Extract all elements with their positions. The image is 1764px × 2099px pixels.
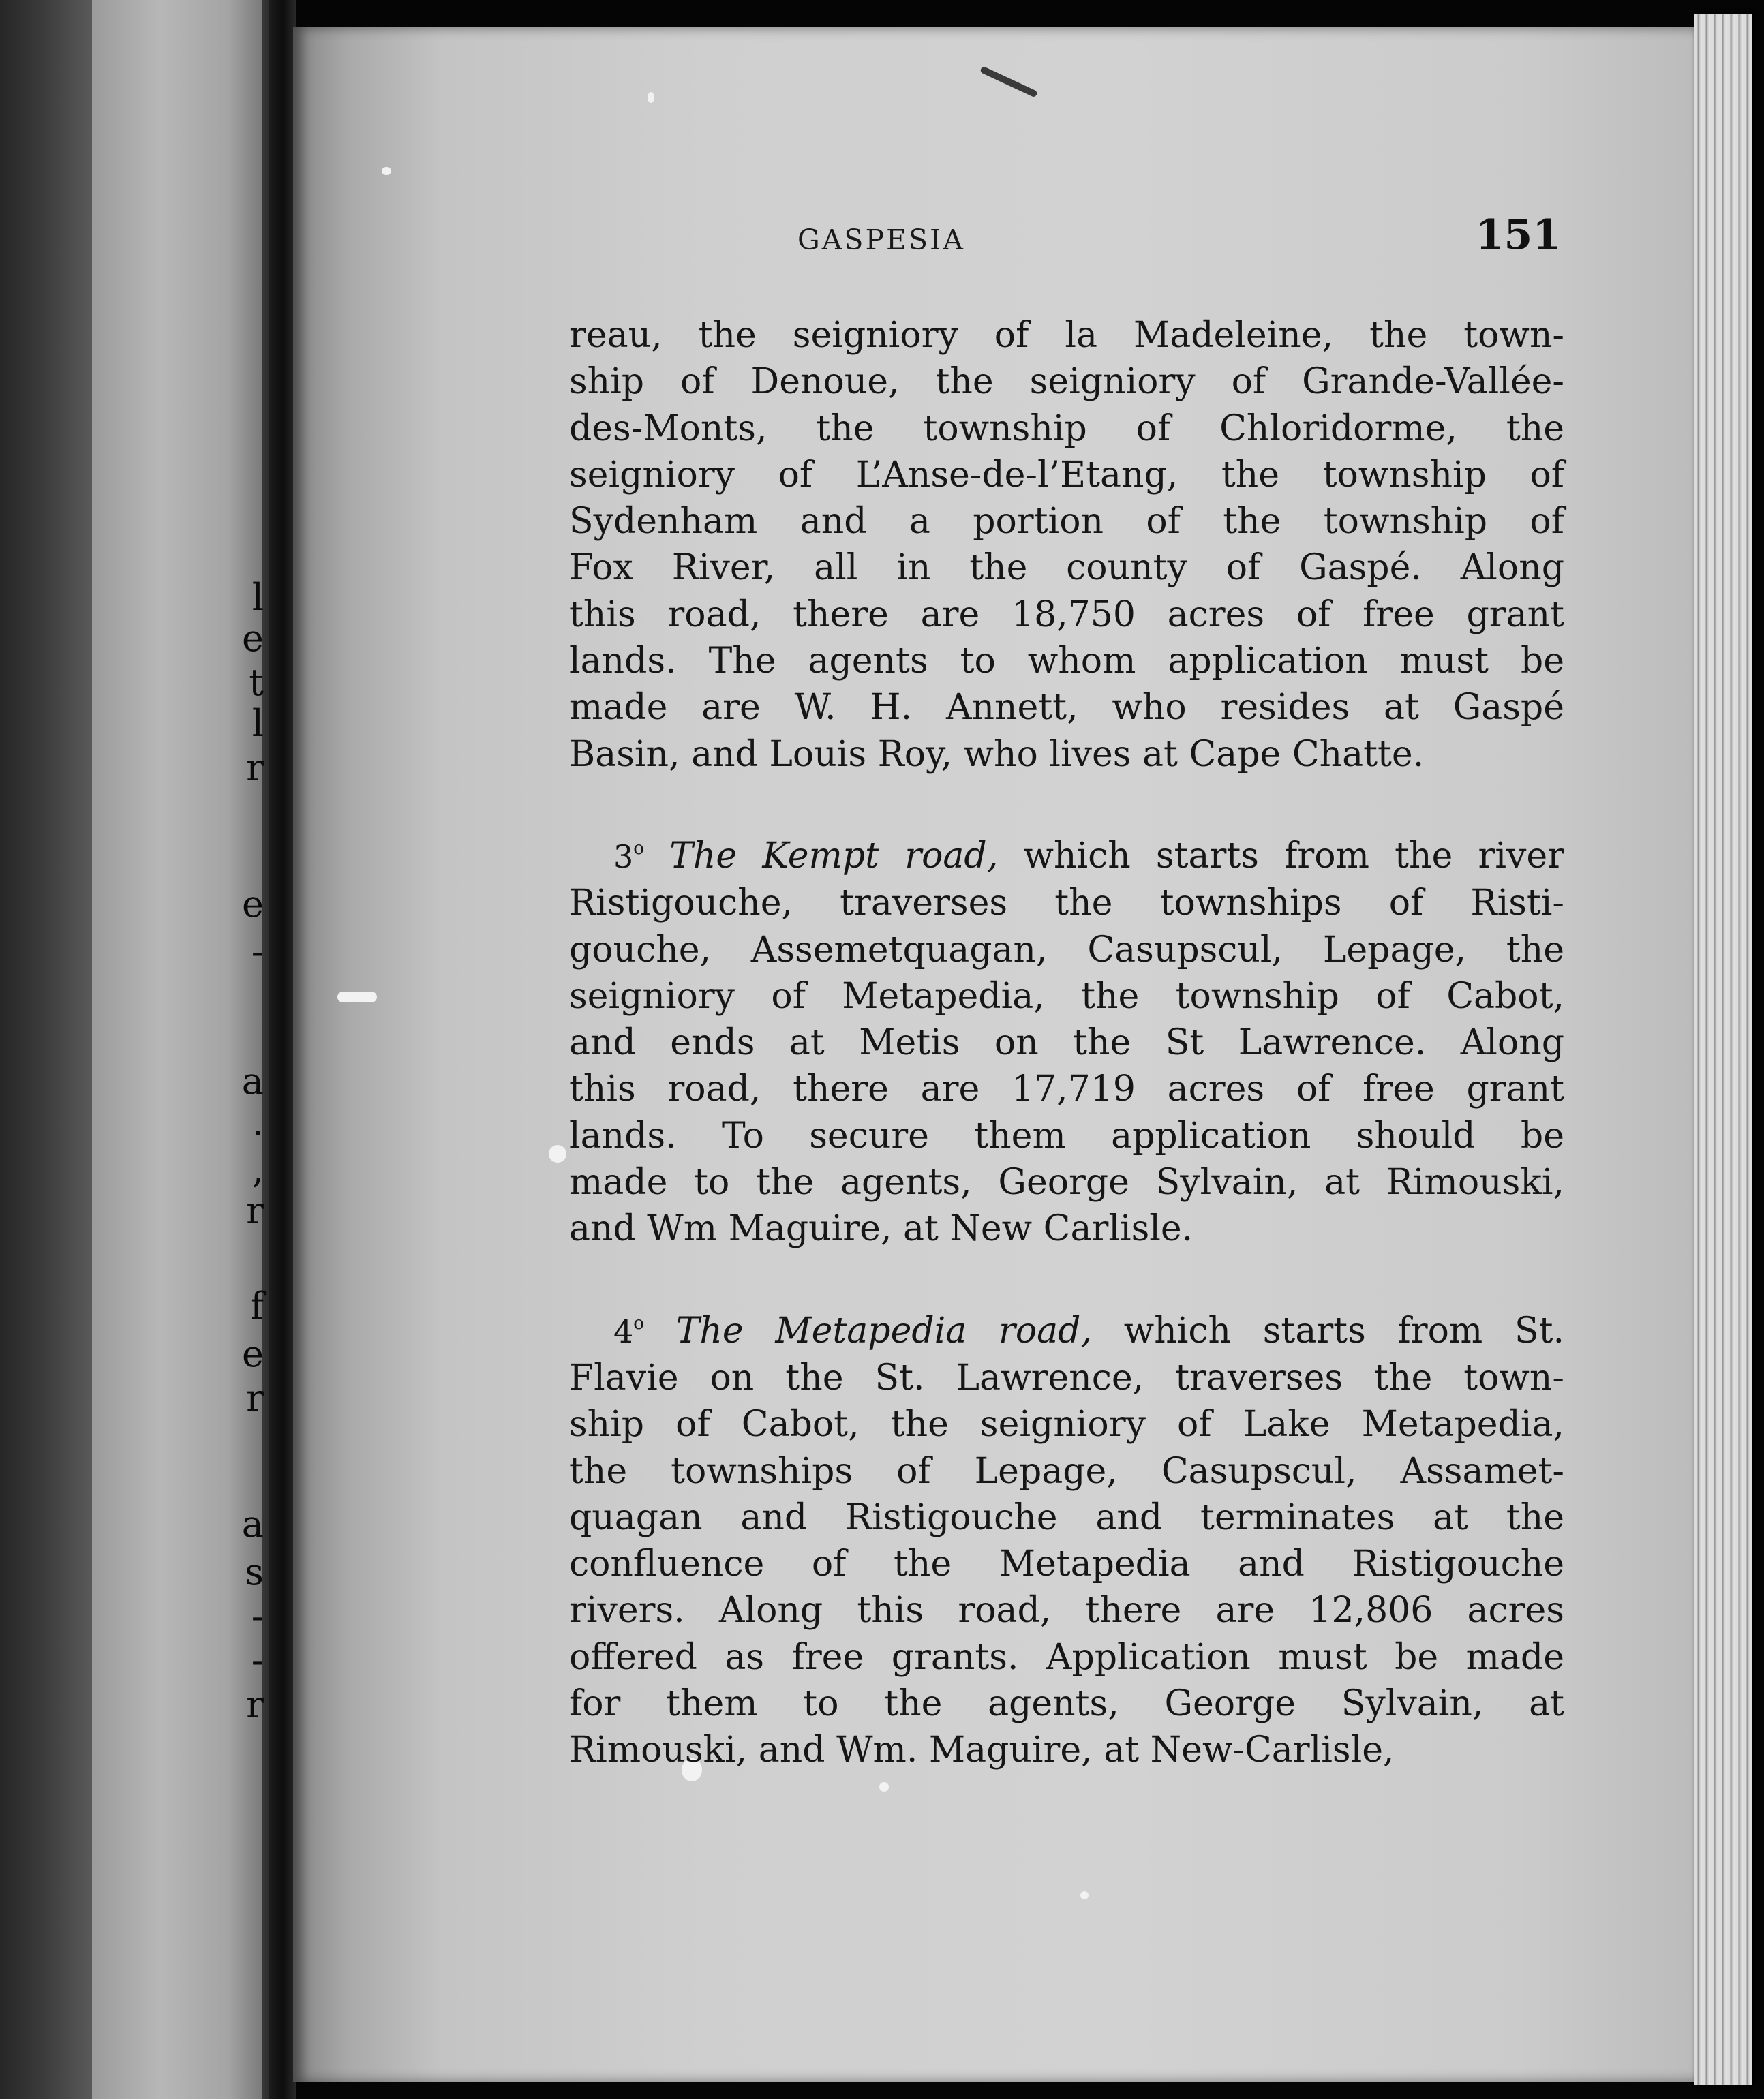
margin-char: f xyxy=(250,1285,264,1328)
text-run: which starts from the river xyxy=(1023,835,1564,876)
margin-char: t xyxy=(249,661,264,704)
text-line: this road, there are 18,750 acres of free grant xyxy=(569,594,1564,635)
text-line: made are W. H. Annett, who resides at Gaspé xyxy=(569,687,1564,729)
paragraph-first-line xyxy=(569,825,1564,880)
text-line: made to the agents, George Sylvain, at Rimouski, xyxy=(569,1162,1564,1204)
running-title: GASPESIA xyxy=(797,224,965,256)
text-line: confluence of the Metapedia and Ristigouche xyxy=(569,1544,1564,1585)
dust-speck xyxy=(879,1782,889,1792)
item-number-value: 3 xyxy=(613,838,634,875)
item-number-value: 4 xyxy=(613,1313,634,1350)
page-number: 151 xyxy=(1475,211,1561,259)
margin-char: l xyxy=(252,576,264,619)
margin-char: - xyxy=(251,1595,264,1638)
facing-page-margin-characters xyxy=(241,0,264,2099)
body-text xyxy=(569,312,1564,1774)
paragraph-1 xyxy=(569,312,1564,778)
road-title: The Metapedia road, xyxy=(675,1310,1092,1351)
margin-char: s xyxy=(245,1550,264,1593)
item-number-ordinal: o xyxy=(633,838,644,859)
margin-char: e xyxy=(242,1332,264,1375)
text-line: lands. To secure them application should be xyxy=(569,1115,1564,1156)
dust-speck xyxy=(337,992,377,1002)
dust-speck xyxy=(648,92,654,103)
margin-char: e xyxy=(242,883,264,925)
text-line: reau, the seigniory of la Madeleine, the town- xyxy=(569,315,1564,356)
text-line: Rimouski, and Wm. Maguire, at New-Carlisle, xyxy=(569,1730,1395,1771)
text-line: for them to the agents, George Sylvain, at xyxy=(569,1683,1564,1725)
text-line: Sydenham and a portion of the township of xyxy=(569,501,1564,542)
margin-char: a xyxy=(241,1060,264,1103)
dust-speck xyxy=(1080,1891,1089,1899)
facing-page xyxy=(0,0,269,2099)
text-line: Fox River, all in the county of Gaspé. Along xyxy=(569,547,1564,589)
text-line: offered as free grants. Application must be made xyxy=(569,1636,1564,1678)
item-number-ordinal: o xyxy=(633,1313,644,1334)
text-line: ship of Cabot, the seigniory of Lake Metapedia, xyxy=(569,1404,1564,1445)
margin-char: e xyxy=(242,617,264,660)
margin-char: , xyxy=(252,1148,264,1191)
item-number xyxy=(613,1313,644,1350)
margin-char: r xyxy=(246,1683,264,1726)
text-line: and Wm Maguire, at New Carlisle. xyxy=(569,1208,1193,1250)
dust-speck xyxy=(382,167,391,175)
margin-char: a xyxy=(241,1503,264,1546)
text-line: seigniory of L’Anse-de-l’Etang, the township of xyxy=(569,454,1564,495)
text-line: lands. The agents to whom application must be xyxy=(569,641,1564,682)
margin-char: r xyxy=(246,1377,264,1420)
text-line: gouche, Assemetquagan, Casupscul, Lepage, the xyxy=(569,929,1564,970)
margin-char: r xyxy=(246,746,264,789)
text-line: the townships of Lepage, Casupscul, Assamet- xyxy=(569,1450,1564,1492)
text-run: which starts from St. xyxy=(1123,1310,1565,1351)
book-gutter xyxy=(269,0,296,2099)
paragraph-first-line xyxy=(569,1300,1564,1355)
text-line: des-Monts, the township of Chloridorme, the xyxy=(569,408,1564,449)
dust-speck xyxy=(549,1145,566,1163)
text-line: quagan and Ristigouche and terminates at the xyxy=(569,1497,1564,1538)
margin-char: - xyxy=(251,1639,264,1682)
margin-char: - xyxy=(251,930,264,973)
margin-char: l xyxy=(252,702,264,745)
paragraph-kempt-road xyxy=(569,825,1564,1253)
road-title: The Kempt road, xyxy=(669,835,999,876)
text-line: and ends at Metis on the St Lawrence. Along xyxy=(569,1022,1564,1064)
page-edges xyxy=(1694,14,1752,2085)
text-line: seigniory of Metapedia, the township of Cabot, xyxy=(569,975,1564,1017)
paragraph-metapedia-road xyxy=(569,1300,1564,1774)
text-line: rivers. Along this road, there are 12,806 acres xyxy=(569,1590,1564,1631)
text-line: Flavie on the St. Lawrence, traverses the town- xyxy=(569,1357,1564,1398)
text-line: Ristigouche, traverses the townships of Risti- xyxy=(569,883,1564,924)
text-line: ship of Denoue, the seigniory of Grande-Vallée- xyxy=(569,361,1564,403)
margin-char: r xyxy=(246,1189,264,1232)
margin-char: . xyxy=(252,1101,264,1144)
text-line: Basin, and Louis Roy, who lives at Cape Chatte. xyxy=(569,733,1425,775)
text-line: this road, there are 17,719 acres of free grant xyxy=(569,1069,1564,1110)
facing-page-highlight xyxy=(92,0,262,2099)
page-header xyxy=(573,211,1561,266)
item-number xyxy=(613,838,644,875)
